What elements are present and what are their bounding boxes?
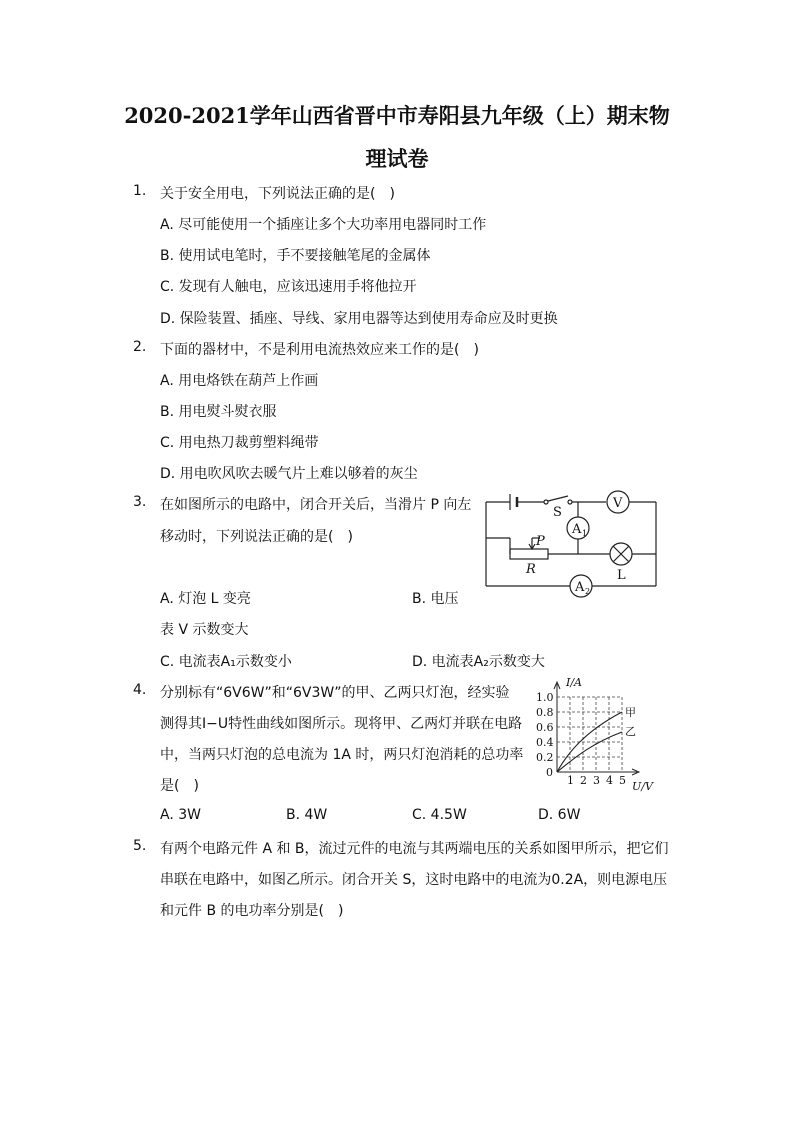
- svg-text:A: A: [572, 522, 582, 537]
- circuit-diagram: [480, 486, 666, 606]
- question-number: 3.: [133, 494, 147, 510]
- option-c[interactable]: C. 电流表A₁示数变小: [160, 654, 292, 670]
- svg-text:2: 2: [580, 774, 587, 787]
- option-b[interactable]: B. 4W: [286, 807, 328, 823]
- option-a[interactable]: A. 尽可能使用一个插座让多个大功率用电器同时工作: [160, 217, 487, 233]
- svg-text:0.4: 0.4: [536, 736, 554, 749]
- option-c[interactable]: C. 发现有人触电，应该迅速用手将他拉开: [160, 279, 417, 295]
- svg-text:1: 1: [567, 774, 574, 787]
- option-b[interactable]: B. 使用试电笔时，手不要接触笔尾的金属体: [160, 248, 431, 264]
- option-a[interactable]: A. 用电烙铁在葫芦上作画: [160, 373, 319, 389]
- option-a[interactable]: A. 灯泡 L 变亮: [160, 591, 251, 607]
- svg-text:0.6: 0.6: [536, 721, 554, 734]
- svg-text:0: 0: [546, 766, 553, 779]
- svg-text:A: A: [575, 580, 585, 595]
- svg-text:L: L: [617, 568, 626, 583]
- option-a[interactable]: A. 3W: [160, 807, 201, 823]
- svg-text:P: P: [536, 534, 545, 549]
- svg-text:乙: 乙: [625, 725, 636, 738]
- question-stem: 串联在电路中，如图乙所示。闭合开关 S，这时电路中的电流为0.2A，则电源电压: [160, 872, 668, 888]
- option-c[interactable]: C. 4.5W: [412, 807, 467, 823]
- svg-text:0.2: 0.2: [536, 751, 554, 764]
- page-title-line1: 2020-2021学年山西省晋中市寿阳县九年级（上）期末物: [124, 103, 670, 128]
- iu-graph: [532, 672, 664, 794]
- question-number: 4.: [133, 682, 147, 698]
- option-d[interactable]: D. 用电吹风吹去暖气片上难以够着的灰尘: [160, 466, 418, 482]
- svg-text:0.8: 0.8: [536, 706, 554, 719]
- svg-text:3: 3: [593, 774, 600, 787]
- svg-text:1.0: 1.0: [536, 691, 554, 704]
- page-title-line2: 理试卷: [365, 146, 429, 171]
- svg-text:I/A: I/A: [566, 676, 582, 689]
- svg-text:1: 1: [582, 529, 588, 538]
- svg-text:5: 5: [619, 774, 626, 787]
- question-number: 1.: [133, 183, 147, 199]
- svg-text:S: S: [553, 505, 562, 520]
- question-number: 5.: [133, 838, 147, 854]
- svg-text:R: R: [526, 562, 536, 577]
- question-stem: 关于安全用电，下列说法正确的是( ): [160, 186, 395, 202]
- option-d[interactable]: D. 保险装置、插座、导线、家用电器等达到使用寿命应及时更换: [160, 311, 558, 327]
- question-stem: 有两个电路元件 A 和 B，流过元件的电流与其两端电压的关系如图甲所示，把它们: [160, 841, 669, 857]
- option-d[interactable]: D. 6W: [538, 807, 581, 823]
- option-b-continued: 表 V 示数变大: [160, 622, 249, 638]
- option-b[interactable]: B. 用电熨斗熨衣服: [160, 404, 277, 420]
- question-stem: 下面的器材中，不是利用电流热效应来工作的是( ): [160, 342, 479, 358]
- option-d[interactable]: D. 电流表A₂示数变大: [412, 654, 545, 670]
- question-stem: 是( ): [160, 778, 199, 794]
- svg-text:V: V: [613, 496, 623, 511]
- question-stem: 分别标有“6V6W”和“6V3W”的甲、乙两只灯泡，经实验: [160, 685, 510, 701]
- svg-text:U/V: U/V: [632, 780, 653, 793]
- question-stem: 移动时，下列说法正确的是( ): [160, 529, 353, 545]
- yi-curve: [557, 732, 622, 772]
- question-stem: 在如图所示的电路中，闭合开关后，当滑片 P 向左: [160, 497, 472, 513]
- option-c[interactable]: C. 用电热刀裁剪塑料绳带: [160, 435, 319, 451]
- svg-text:2: 2: [585, 587, 591, 596]
- svg-text:甲: 甲: [625, 706, 636, 719]
- question-stem: 和元件 B 的电功率分别是( ): [160, 903, 344, 919]
- svg-text:4: 4: [606, 774, 613, 787]
- option-b[interactable]: B. 电压: [412, 591, 459, 607]
- question-number: 2.: [133, 339, 147, 355]
- question-stem: 中，当两只灯泡的总电流为 1A 时，两只灯泡消耗的总功率: [160, 747, 524, 763]
- question-stem: 测得其I−U特性曲线如图所示。现将甲、乙两灯并联在电路: [160, 716, 523, 732]
